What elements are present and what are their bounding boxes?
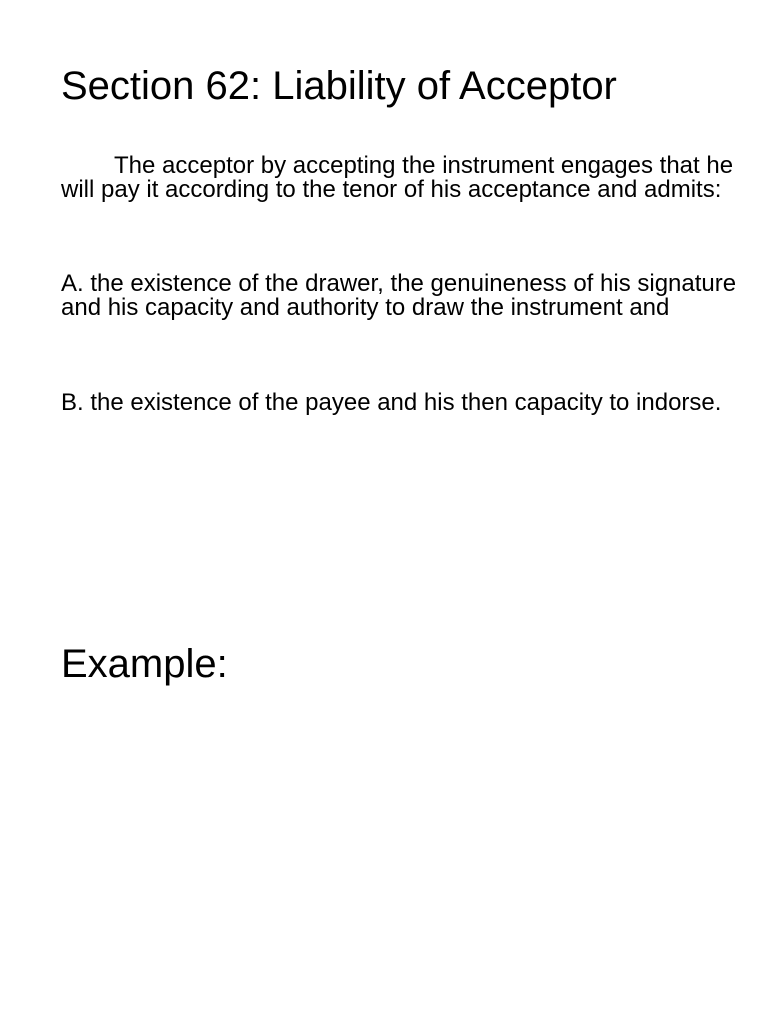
point-b-paragraph: B. the existence of the payee and his then capacity to indorse.	[61, 389, 722, 416]
slide-title: Section 62: Liability of Acceptor	[61, 64, 617, 108]
intro-paragraph: The acceptor by accepting the instrument engages that he will pay it according to the tenor of his acceptance and admits:	[61, 152, 734, 203]
point-a-paragraph: A. the existence of the drawer, the genuineness of his signature and his capacity and authority to draw the instrument and	[61, 270, 737, 321]
example-heading: Example:	[61, 642, 228, 686]
